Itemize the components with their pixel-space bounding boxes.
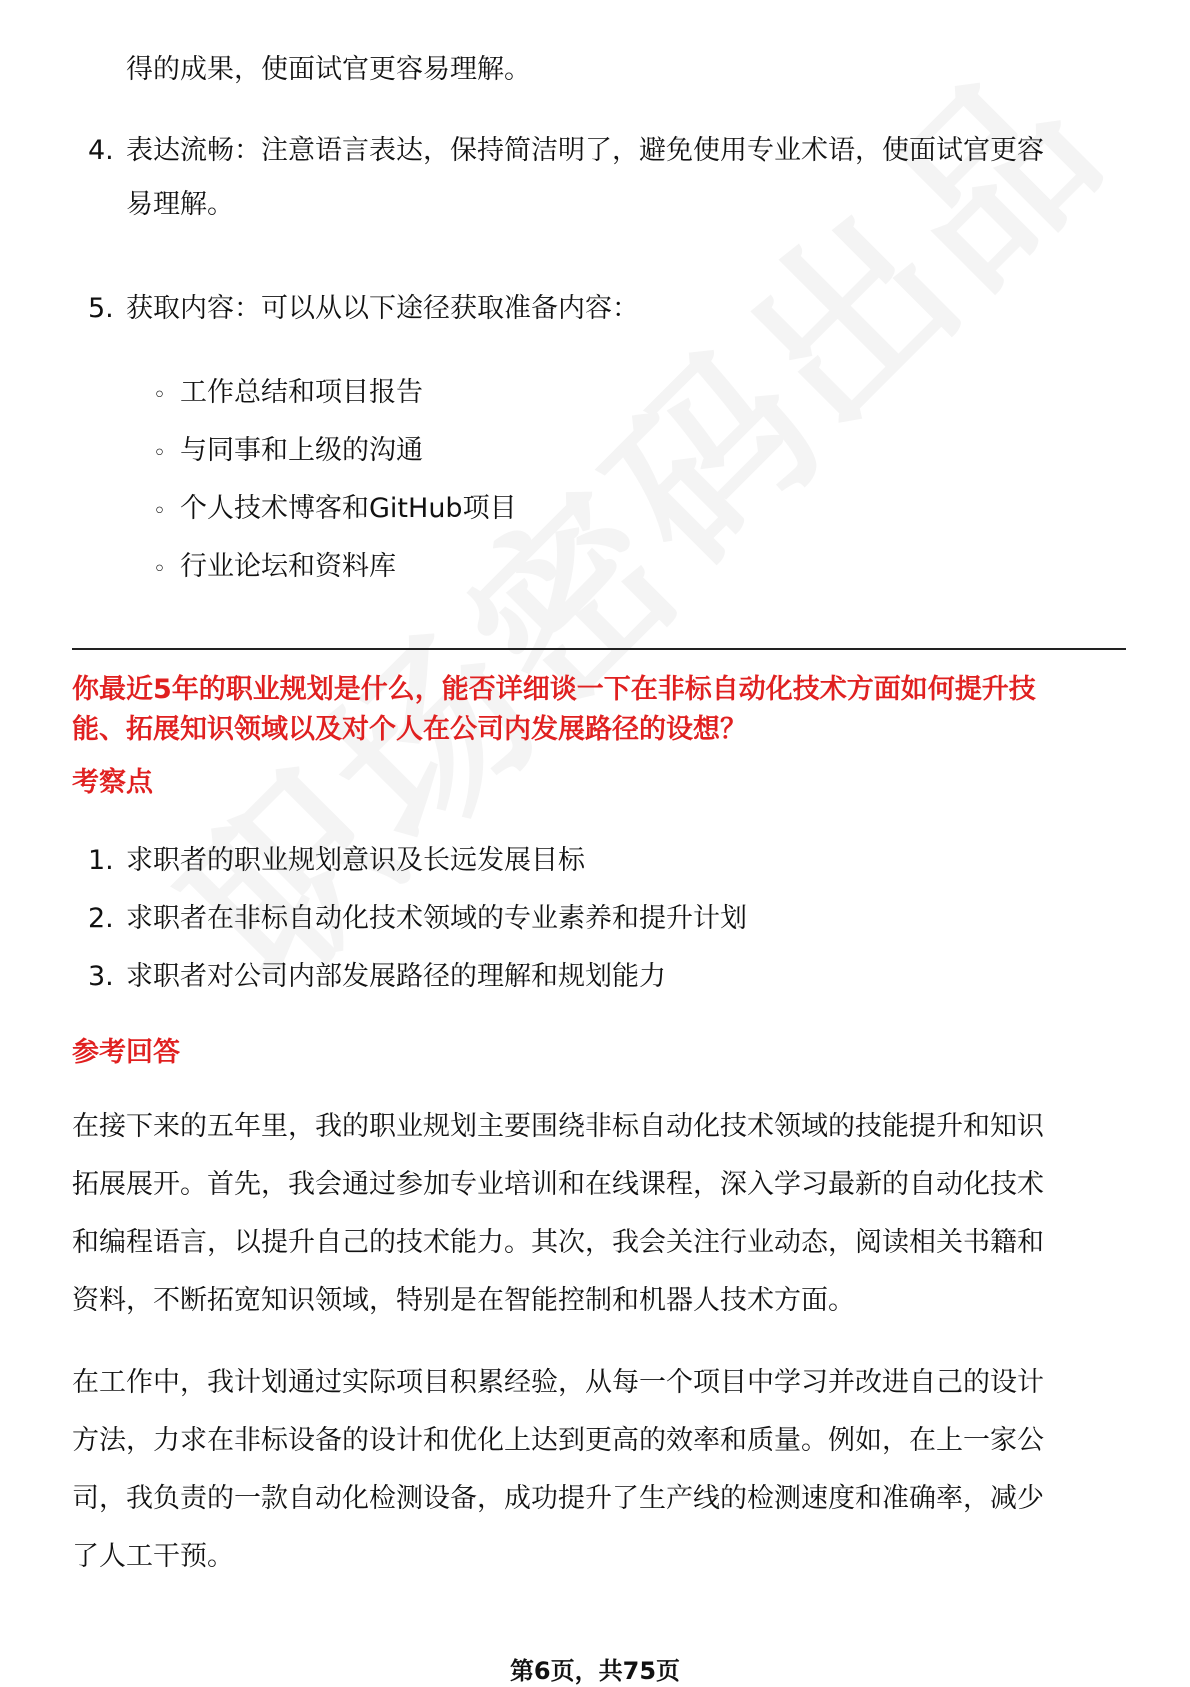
answer-para1-line: 拓展展开。首先，我会通过参加专业培训和在线课程，深入学习最新的自动化技术 xyxy=(72,1169,1044,1200)
answer-para2-line: 在工作中，我计划通过实际项目积累经验，从每一个项目中学习并改进自己的设计 xyxy=(72,1367,1044,1398)
answer-para1-line: 和编程语言，以提升自己的技术能力。其次，我会关注行业动态，阅读相关书籍和 xyxy=(72,1227,1044,1258)
answer-para2-line: 方法，力求在非标设备的设计和优化上达到更高的效率和质量。例如，在上一家公 xyxy=(72,1425,1044,1456)
answer-para2-line: 了人工干预。 xyxy=(72,1541,234,1572)
section-divider xyxy=(72,648,1126,650)
answer-para1-line: 资料，不断拓宽知识领域，特别是在智能控制和机器人技术方面。 xyxy=(72,1285,855,1316)
bullet-icon: ◦ xyxy=(153,499,166,524)
sub-list-item: 个人技术博客和GitHub项目 xyxy=(180,493,517,524)
sub-list-item: 工作总结和项目报告 xyxy=(180,377,423,408)
sub-list-item: 行业论坛和资料库 xyxy=(180,551,396,582)
question-line1: 你最近5年的职业规划是什么，能否详细谈一下在非标自动化技术方面如何提升技 xyxy=(72,674,1036,705)
answer-para1-line: 在接下来的五年里，我的职业规划主要围绕非标自动化技术领域的技能提升和知识 xyxy=(72,1111,1044,1142)
list-number-5: 5. xyxy=(88,293,114,324)
list-number-4: 4. xyxy=(88,135,114,166)
examination-heading: 考察点 xyxy=(72,767,153,798)
list-number-2: 2. xyxy=(88,903,114,934)
list-item-5: 获取内容：可以从以下途径获取准备内容： xyxy=(126,293,639,324)
answer-para2-line: 司，我负责的一款自动化检测设备，成功提升了生产线的检测速度和准确率，减少 xyxy=(72,1483,1044,1514)
question-line2: 能、拓展知识领域以及对个人在公司内发展路径的设想？ xyxy=(72,714,747,745)
page-footer: 第6页，共75页 xyxy=(509,1657,681,1685)
bullet-icon: ◦ xyxy=(153,383,166,408)
bullet-icon: ◦ xyxy=(153,557,166,582)
list-number-3: 3. xyxy=(88,961,114,992)
examination-item: 求职者对公司内部发展路径的理解和规划能力 xyxy=(126,961,666,992)
examination-item: 求职者的职业规划意识及长远发展目标 xyxy=(126,845,585,876)
examination-item: 求职者在非标自动化技术领域的专业素养和提升计划 xyxy=(126,903,747,934)
list-item-4-line2: 易理解。 xyxy=(126,189,234,220)
list-item-4-line1: 表达流畅：注意语言表达，保持简洁明了，避免使用专业术语，使面试官更容 xyxy=(126,135,1044,166)
list-number-1: 1. xyxy=(88,845,114,876)
answer-heading: 参考回答 xyxy=(72,1037,180,1068)
sub-list-item: 与同事和上级的沟通 xyxy=(180,435,423,466)
bullet-icon: ◦ xyxy=(153,441,166,466)
list-item-3-continuation: 得的成果，使面试官更容易理解。 xyxy=(126,54,531,85)
